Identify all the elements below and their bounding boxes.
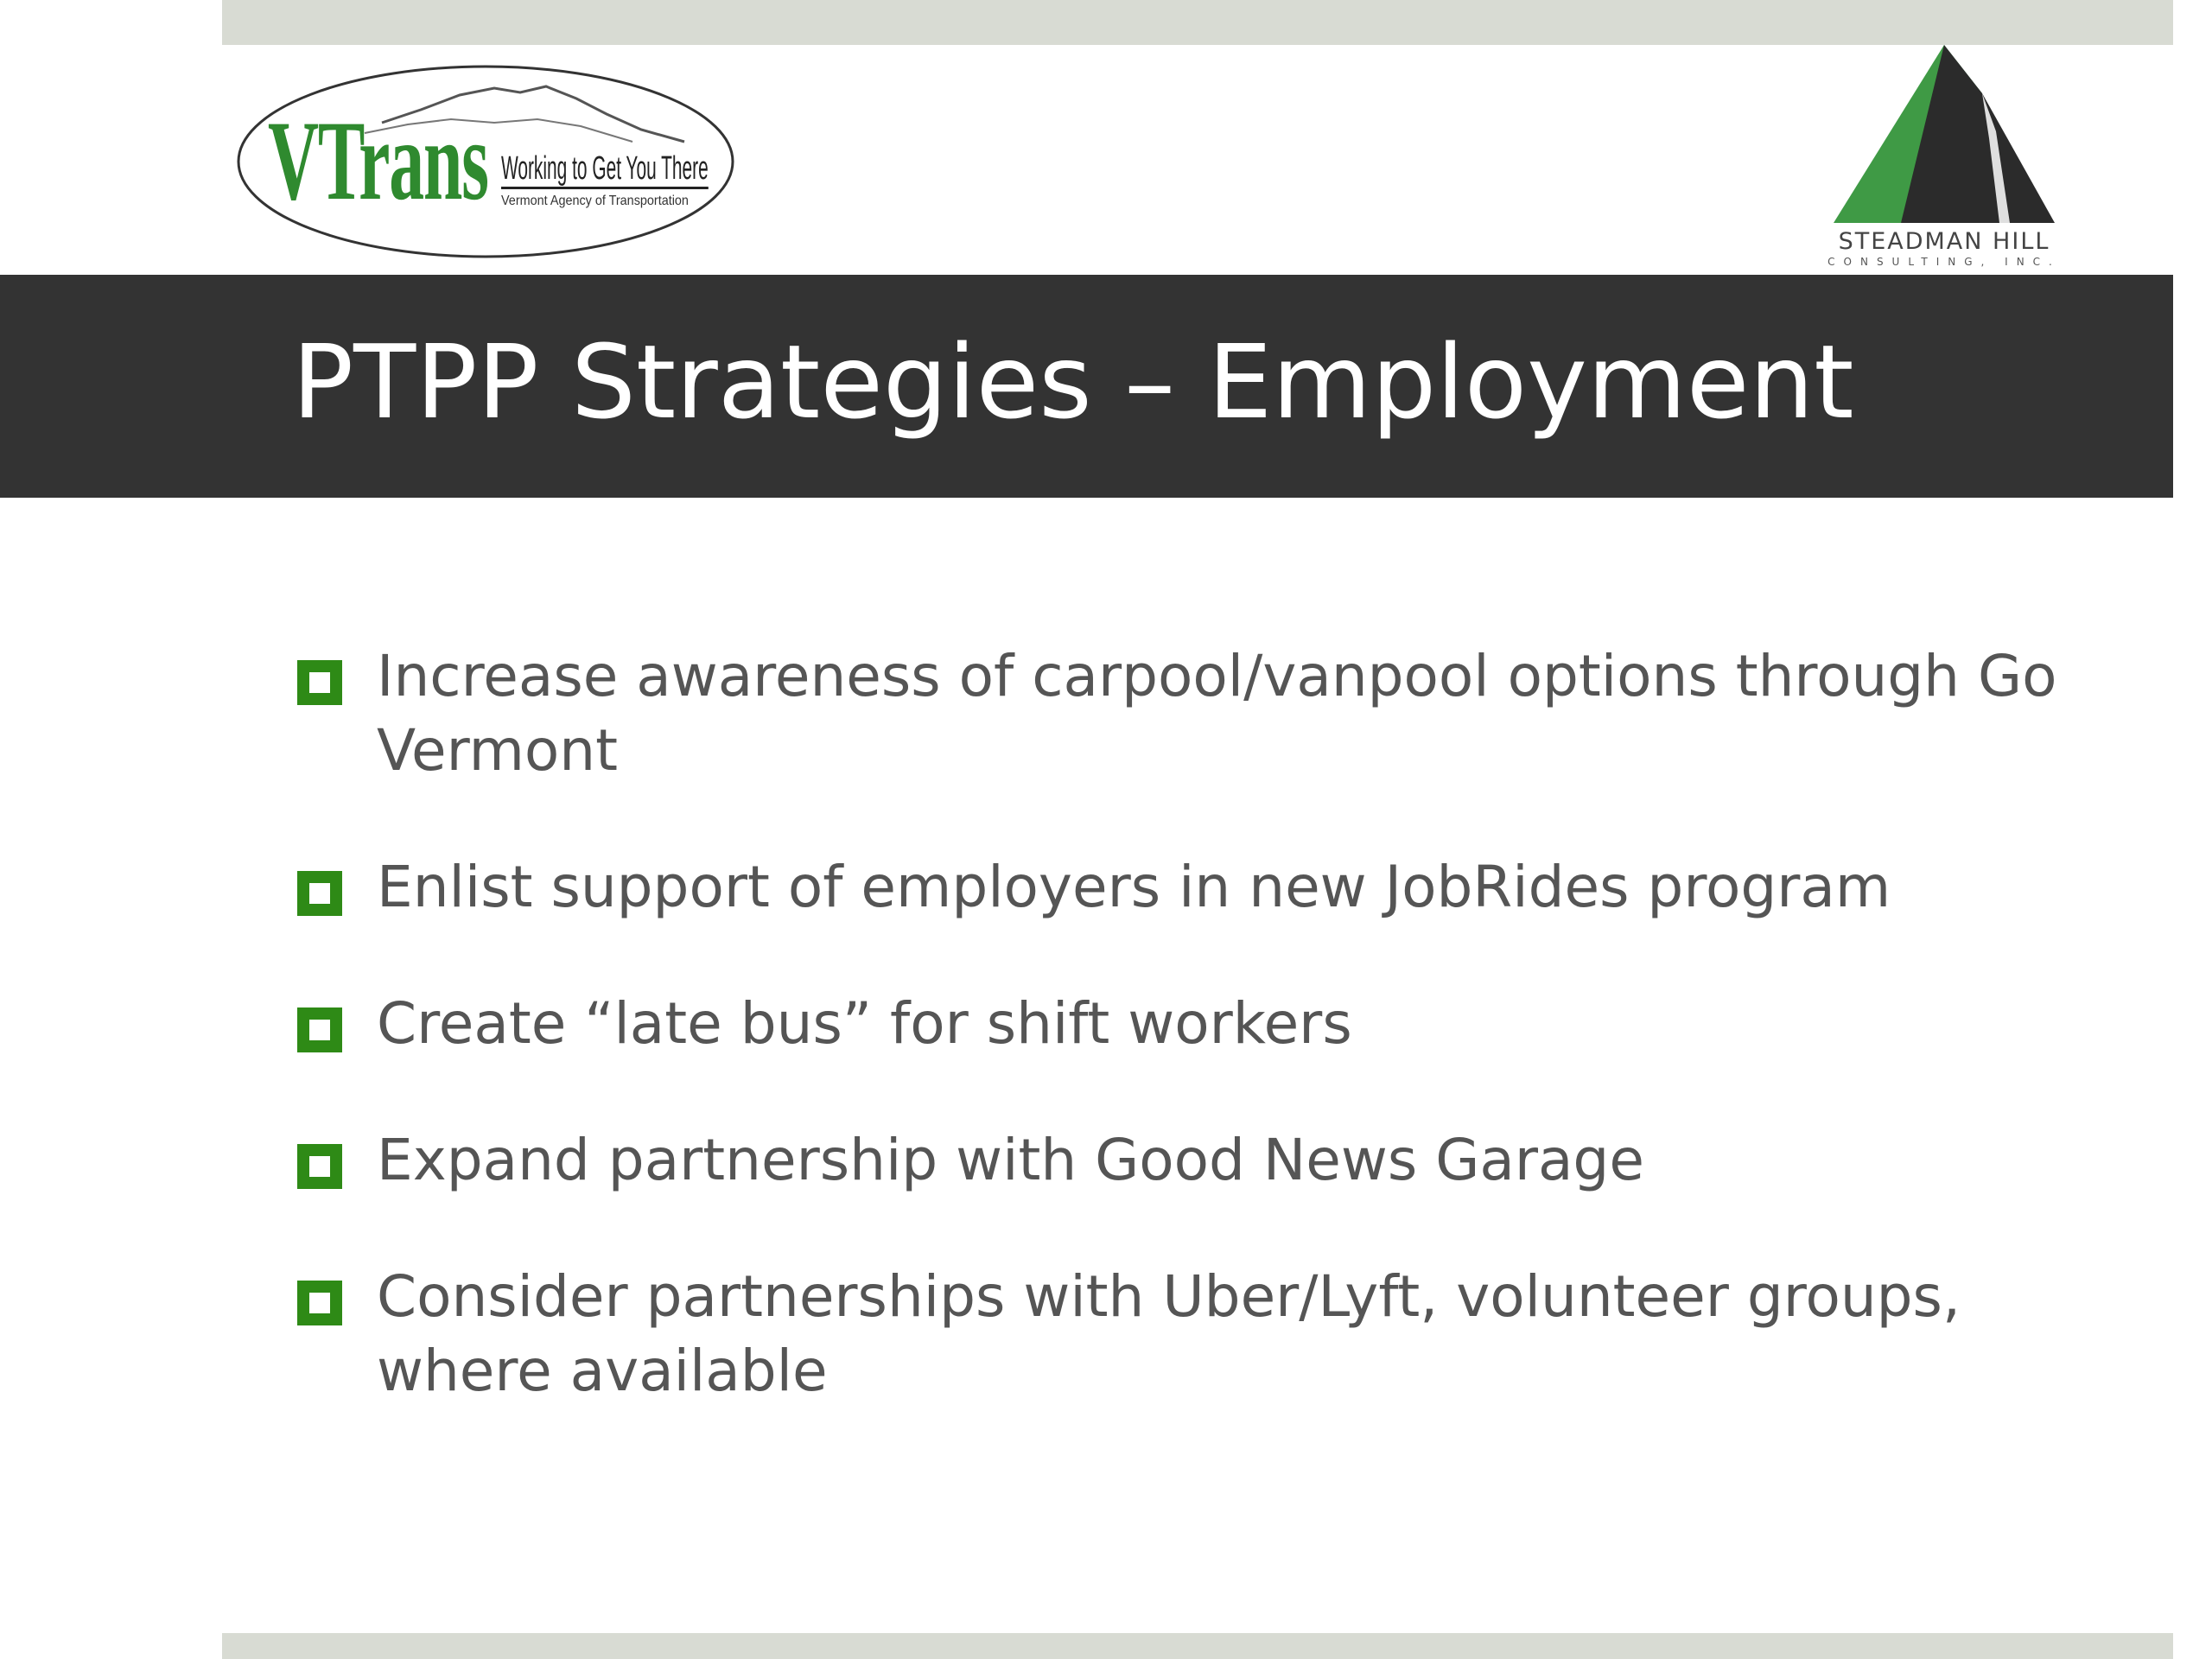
bullet-text: Expand partnership with Good News Garage bbox=[377, 1127, 1644, 1193]
slide-title: PTPP Strategies – Employment bbox=[292, 322, 1854, 442]
top-edge-bar bbox=[222, 0, 2173, 45]
steadman-hill-logo-icon bbox=[1815, 45, 2074, 226]
square-bullet-icon bbox=[297, 660, 342, 705]
vtrans-wordmark: VTrans bbox=[268, 97, 488, 224]
bottom-edge-bar bbox=[222, 1633, 2173, 1659]
square-bullet-icon bbox=[297, 1281, 342, 1325]
bullet-text: Enlist support of employers in new JobRides program bbox=[377, 854, 1891, 920]
square-bullet-icon bbox=[297, 1144, 342, 1189]
steadman-hill-logo bbox=[1815, 45, 2074, 270]
steadman-hill-name: STEADMAN HILL bbox=[1838, 228, 2050, 255]
bullet-list bbox=[297, 639, 2129, 1471]
bullet-text: Increase awareness of carpool/vanpool options through Go Vermont bbox=[377, 643, 2057, 784]
vtrans-logo bbox=[235, 62, 736, 261]
bullet-text: Consider partnerships with Uber/Lyft, volunteer groups, where available bbox=[377, 1263, 1961, 1404]
square-bullet-icon bbox=[297, 1007, 342, 1052]
steadman-hill-subtitle: CONSULTING, INC. bbox=[1827, 256, 2061, 268]
bullet-item bbox=[297, 639, 2129, 788]
vtrans-tagline: Working to Get You There bbox=[501, 152, 709, 189]
bullet-item bbox=[297, 1123, 2129, 1198]
bullet-item bbox=[297, 850, 2129, 925]
bullet-text: Create “late bus” for shift workers bbox=[377, 990, 1352, 1057]
bullet-item bbox=[297, 987, 2129, 1061]
square-bullet-icon bbox=[297, 871, 342, 916]
vtrans-subtitle: Vermont Agency of Transportation bbox=[501, 194, 689, 208]
bullet-item bbox=[297, 1260, 2129, 1408]
